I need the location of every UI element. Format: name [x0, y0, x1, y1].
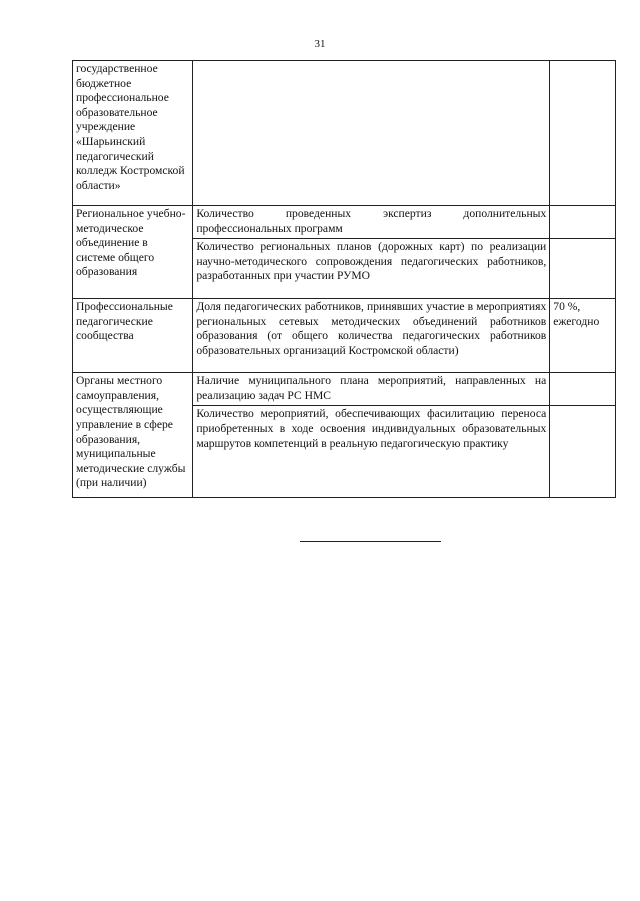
org-cell: Органы местного самоуправления, осуществляющие управление в сфере образования, муниципальные методические службы (при наличии): [73, 373, 193, 498]
page-number: 31: [314, 38, 326, 50]
indicator-cell: Количество проведенных экспертиз дополнительных профессиональных программ: [193, 206, 550, 239]
table-container: [72, 60, 616, 498]
table-row: [73, 61, 616, 206]
indicator-cell: Наличие муниципального плана мероприятий, направленных на реализацию задач РС НМС: [193, 373, 550, 406]
target-cell: [550, 61, 616, 206]
table-row: [73, 373, 616, 406]
end-of-document-line: [300, 541, 441, 542]
target-cell: [550, 206, 616, 239]
target-cell: [550, 373, 616, 406]
org-cell: Профессиональные педагогические сообщества: [73, 299, 193, 373]
target-cell: 70 %, ежегодно: [550, 299, 616, 373]
org-cell: государственное бюджетное профессиональное образовательное учреждение «Шарьинский педагогический колледж Костромской области»: [73, 61, 193, 206]
indicator-cell: Количество региональных планов (дорожных карт) по реализации научно-методического сопровождения педагогических работников, разработанных при участии РУМО: [193, 239, 550, 299]
target-cell: [550, 406, 616, 498]
measures-table: [72, 60, 616, 498]
org-cell: Региональное учебно-методическое объединение в системе общего образования: [73, 206, 193, 299]
indicator-cell: Количество мероприятий, обеспечивающих фасилитацию переноса приобретенных в ходе освоения индивидуальных образовательных маршрутов компетенций в реальную педагогическую практику: [193, 406, 550, 498]
indicator-cell: Доля педагогических работников, принявших участие в мероприятиях региональных сетевых методических объединений работников образования (от общего количества педагогических работников образовательных организаций Костромской области): [193, 299, 550, 373]
table-row: [73, 206, 616, 239]
table-row: [73, 299, 616, 373]
indicator-cell: [193, 61, 550, 206]
target-cell: [550, 239, 616, 299]
